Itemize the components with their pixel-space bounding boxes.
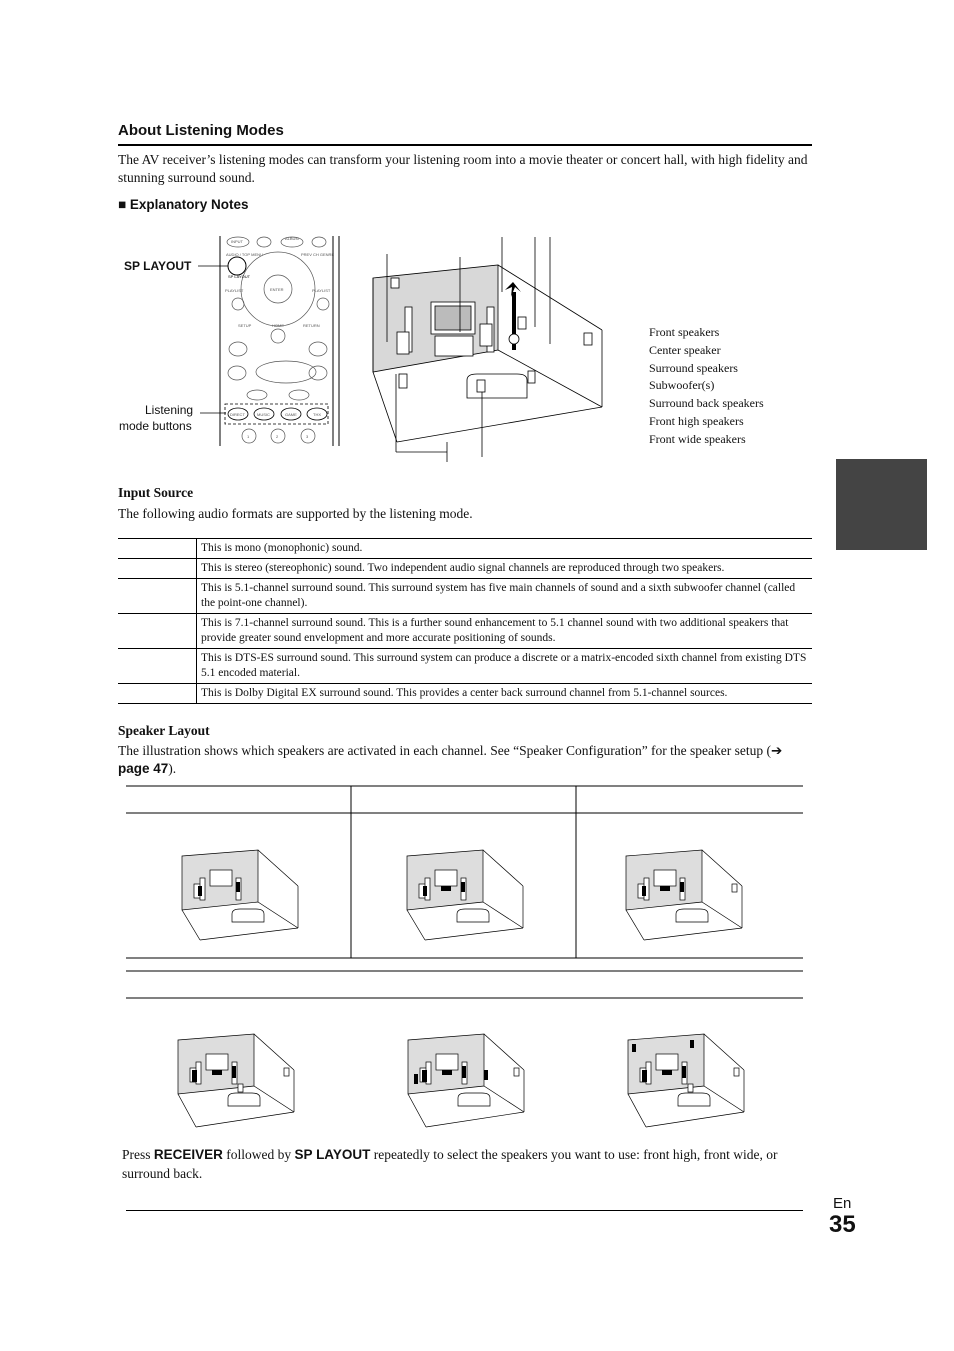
page-number: 35 bbox=[829, 1211, 856, 1238]
table-row bbox=[118, 649, 812, 684]
remote-num2-label: 2 bbox=[276, 434, 279, 439]
speaker-room-illustration bbox=[365, 232, 615, 462]
table-row bbox=[118, 614, 812, 649]
speaker-layout-end: ). bbox=[168, 761, 177, 776]
remote-splayout-label: SP LAYOUT bbox=[228, 274, 251, 279]
remote-game-label: GAME bbox=[285, 412, 297, 417]
legend-surround-back-speakers: Surround back speakers bbox=[649, 396, 764, 411]
legend-front-high-speakers: Front high speakers bbox=[649, 413, 744, 428]
remote-prevch-label: PREV CH GENRE bbox=[301, 252, 335, 257]
speaker-diagram-2 bbox=[405, 848, 527, 944]
legend-surround-speakers: Surround speakers bbox=[649, 360, 738, 375]
section-rule bbox=[118, 144, 812, 146]
legend-front-speakers: Front speakers bbox=[649, 325, 720, 339]
chapter-side-tab bbox=[836, 459, 927, 550]
speaker-diagram-3 bbox=[624, 848, 746, 944]
remote-playlist-right-label: PLAYLIST bbox=[312, 288, 331, 293]
section-title: About Listening Modes bbox=[118, 122, 284, 139]
format-description: This is 5.1-channel surround sound. This surround system has five main channels of sound and a sixth subwoofer channel (called the point-one channel). bbox=[197, 579, 813, 614]
remote-home-label: HOME bbox=[272, 323, 284, 328]
speaker-diagram-4 bbox=[176, 1032, 298, 1132]
audio-format-table bbox=[118, 538, 812, 704]
table-row bbox=[118, 579, 812, 614]
sp-layout-button-name: SP LAYOUT bbox=[294, 1147, 371, 1162]
remote-music-label: MUSIC bbox=[257, 412, 270, 417]
legend-front-wide-speakers: Front wide speakers bbox=[649, 431, 746, 446]
table-row bbox=[118, 684, 812, 704]
explanatory-notes-heading bbox=[118, 197, 248, 212]
speaker-legend bbox=[649, 324, 764, 449]
explanatory-notes-title: Explanatory Notes bbox=[129, 197, 249, 212]
table-row bbox=[118, 559, 812, 579]
note-pre: Press bbox=[122, 1147, 154, 1162]
legend-center-speaker: Center speaker bbox=[649, 342, 721, 357]
arrow-right-icon: ➔ bbox=[771, 743, 783, 758]
remote-num1-label: 1 bbox=[247, 434, 250, 439]
speaker-diagram-1 bbox=[180, 848, 302, 944]
input-source-text: The following audio formats are supported by the listening mode. bbox=[118, 506, 473, 521]
page-link[interactable]: page 47 bbox=[118, 761, 169, 776]
remote-thx-label: THX bbox=[313, 412, 321, 417]
format-description: This is mono (monophonic) sound. bbox=[197, 539, 813, 559]
format-description: This is 7.1-channel surround sound. This is a further sound enhancement to 5.1 channel sound with two additional speakers that provide greater sound envelopment and more accurate positioning of sounds. bbox=[197, 614, 813, 649]
remote-return-label: RETURN bbox=[303, 323, 320, 328]
remote-playlist-left-label: PLAYLIST bbox=[225, 288, 244, 293]
speaker-select-note bbox=[122, 1145, 802, 1183]
remote-album-label: ALBUM bbox=[285, 236, 299, 241]
speaker-layout-heading: Speaker Layout bbox=[118, 723, 210, 738]
sp-layout-callout: SP LAYOUT bbox=[124, 259, 192, 273]
format-description: This is DTS-ES surround sound. This surround system can produce a discrete or a matrix-encoded sixth channel from existing DTS 5.1 encoded material. bbox=[197, 649, 813, 684]
speaker-diagram-6 bbox=[626, 1032, 748, 1132]
format-description: This is Dolby Digital EX surround sound. This provides a center back surround channel from 5.1-channel sources. bbox=[197, 684, 813, 704]
remote-enter-label: ENTER bbox=[270, 287, 284, 292]
input-source-heading: Input Source bbox=[118, 485, 194, 500]
speaker-layout-text bbox=[118, 742, 812, 778]
speaker-diagram-5 bbox=[406, 1032, 528, 1132]
language-code: En bbox=[833, 1195, 852, 1212]
remote-audio-label: AUDIO / TOP MENU bbox=[226, 252, 263, 257]
remote-direct-label: DIRECT bbox=[230, 412, 245, 417]
square-marker-icon: ■ bbox=[118, 197, 127, 212]
format-description: This is stereo (stereophonic) sound. Two independent audio signal channels are reproduced through two speakers. bbox=[197, 559, 813, 579]
speaker-layout-body: The illustration shows which speakers are activated in each channel. See “Speaker Configuration” for the speaker setup ( bbox=[118, 743, 772, 758]
listening-callout-line2: mode buttons bbox=[119, 419, 192, 433]
remote-num3-label: 3 bbox=[306, 434, 309, 439]
remote-setup-label: SETUP bbox=[238, 323, 252, 328]
bottom-rule bbox=[126, 1210, 803, 1211]
table-row bbox=[118, 539, 812, 559]
legend-subwoofers: Subwoofer(s) bbox=[649, 378, 715, 393]
note-mid: followed by bbox=[222, 1147, 295, 1162]
receiver-button-name: RECEIVER bbox=[153, 1147, 223, 1162]
note-post: repeatedly to select the speakers you want to use: front high, front wide, or surround back. bbox=[122, 1147, 778, 1181]
remote-input-label: INPUT bbox=[231, 239, 243, 244]
intro-paragraph: The AV receiver’s listening modes can transform your listening room into a movie theater or concert hall, with high fidelity and stunning surround sound. bbox=[118, 152, 808, 185]
listening-callout-line1: Listening bbox=[145, 403, 194, 417]
